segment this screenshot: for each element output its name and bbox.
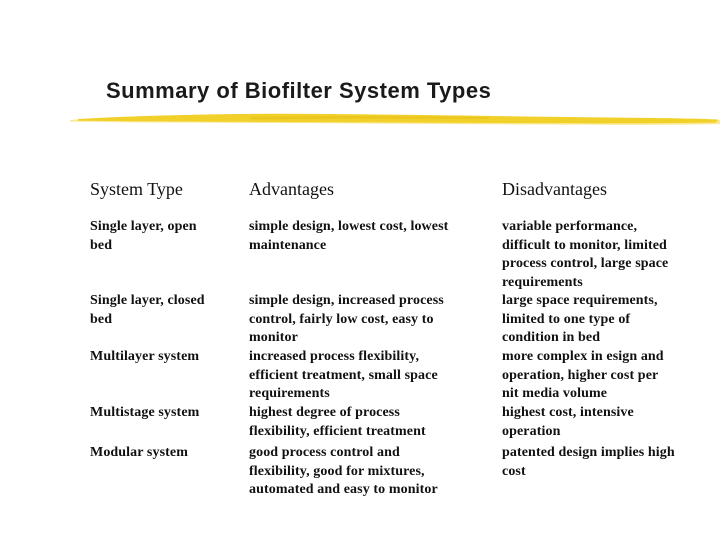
cell-line: simple design, lowest cost, lowest xyxy=(249,219,449,234)
table-row xyxy=(90,292,710,348)
cell-line: good process control and xyxy=(249,445,400,460)
cell-line: efficient treatment, small space xyxy=(249,367,438,383)
cell-line: Modular system xyxy=(90,445,188,460)
cell-disadvantages xyxy=(502,444,710,504)
cell-line: large space requirements, xyxy=(502,293,658,308)
cell-line: maintenance xyxy=(249,237,327,253)
cell-line: patented design implies high xyxy=(502,445,675,460)
cell-advantages xyxy=(249,404,502,444)
cell-line: monitor xyxy=(249,330,298,345)
cell-line: Multistage system xyxy=(90,405,200,420)
cell-line: Single layer, open xyxy=(90,219,197,234)
cell-line: variable performance, xyxy=(502,219,638,234)
cell-line: automated and easy to monitor xyxy=(249,482,438,497)
table-row xyxy=(90,218,710,292)
cell-disadvantages xyxy=(502,404,710,444)
cell-system-type xyxy=(90,404,249,444)
cell-line: operation, higher cost per xyxy=(502,367,659,383)
cell-line: bed xyxy=(90,237,113,253)
cell-line: flexibility, good for mixtures, xyxy=(249,463,425,479)
cell-line: difficult to monitor, limited xyxy=(502,237,667,253)
header-advantages: Advantages xyxy=(249,179,334,199)
cell-advantages xyxy=(249,348,502,404)
cell-disadvantages xyxy=(502,218,710,292)
cell-advantages xyxy=(249,444,502,504)
cell-line: requirements xyxy=(502,274,583,290)
cell-line: control, fairly low cost, easy to xyxy=(249,311,434,327)
cell-advantages xyxy=(249,218,502,292)
cell-system-type xyxy=(90,218,249,292)
title-underline-brush xyxy=(70,108,720,130)
cell-line: cost xyxy=(502,463,526,479)
cell-line: simple design, increased process xyxy=(249,293,444,308)
cell-line: increased process flexibility, xyxy=(249,349,420,364)
cell-line: limited to one type of xyxy=(502,311,631,327)
table-header-row xyxy=(90,178,710,218)
cell-line: more complex in esign and xyxy=(502,349,664,364)
header-system-type: System Type xyxy=(90,179,183,199)
cell-line: bed xyxy=(90,311,113,327)
biofilter-table xyxy=(90,178,710,504)
header-disadvantages: Disadvantages xyxy=(502,179,607,199)
cell-line: highest cost, intensive xyxy=(502,405,634,420)
cell-disadvantages xyxy=(502,292,710,348)
cell-system-type xyxy=(90,348,249,404)
cell-line: flexibility, efficient treatment xyxy=(249,423,426,439)
cell-system-type xyxy=(90,444,249,504)
cell-line: Multilayer system xyxy=(90,349,200,364)
slide-title: Summary of Biofilter System Types xyxy=(106,78,492,103)
cell-line: nit media volume xyxy=(502,386,608,401)
table-row xyxy=(90,404,710,444)
cell-line: condition in bed xyxy=(502,330,601,345)
cell-line: operation xyxy=(502,423,561,439)
cell-line: Single layer, closed xyxy=(90,293,205,308)
cell-line: requirements xyxy=(249,386,330,401)
cell-system-type xyxy=(90,292,249,348)
cell-disadvantages xyxy=(502,348,710,404)
table-row xyxy=(90,348,710,404)
table-row xyxy=(90,444,710,504)
cell-line: process control, large space xyxy=(502,256,669,271)
cell-advantages xyxy=(249,292,502,348)
cell-line: highest degree of process xyxy=(249,405,400,420)
